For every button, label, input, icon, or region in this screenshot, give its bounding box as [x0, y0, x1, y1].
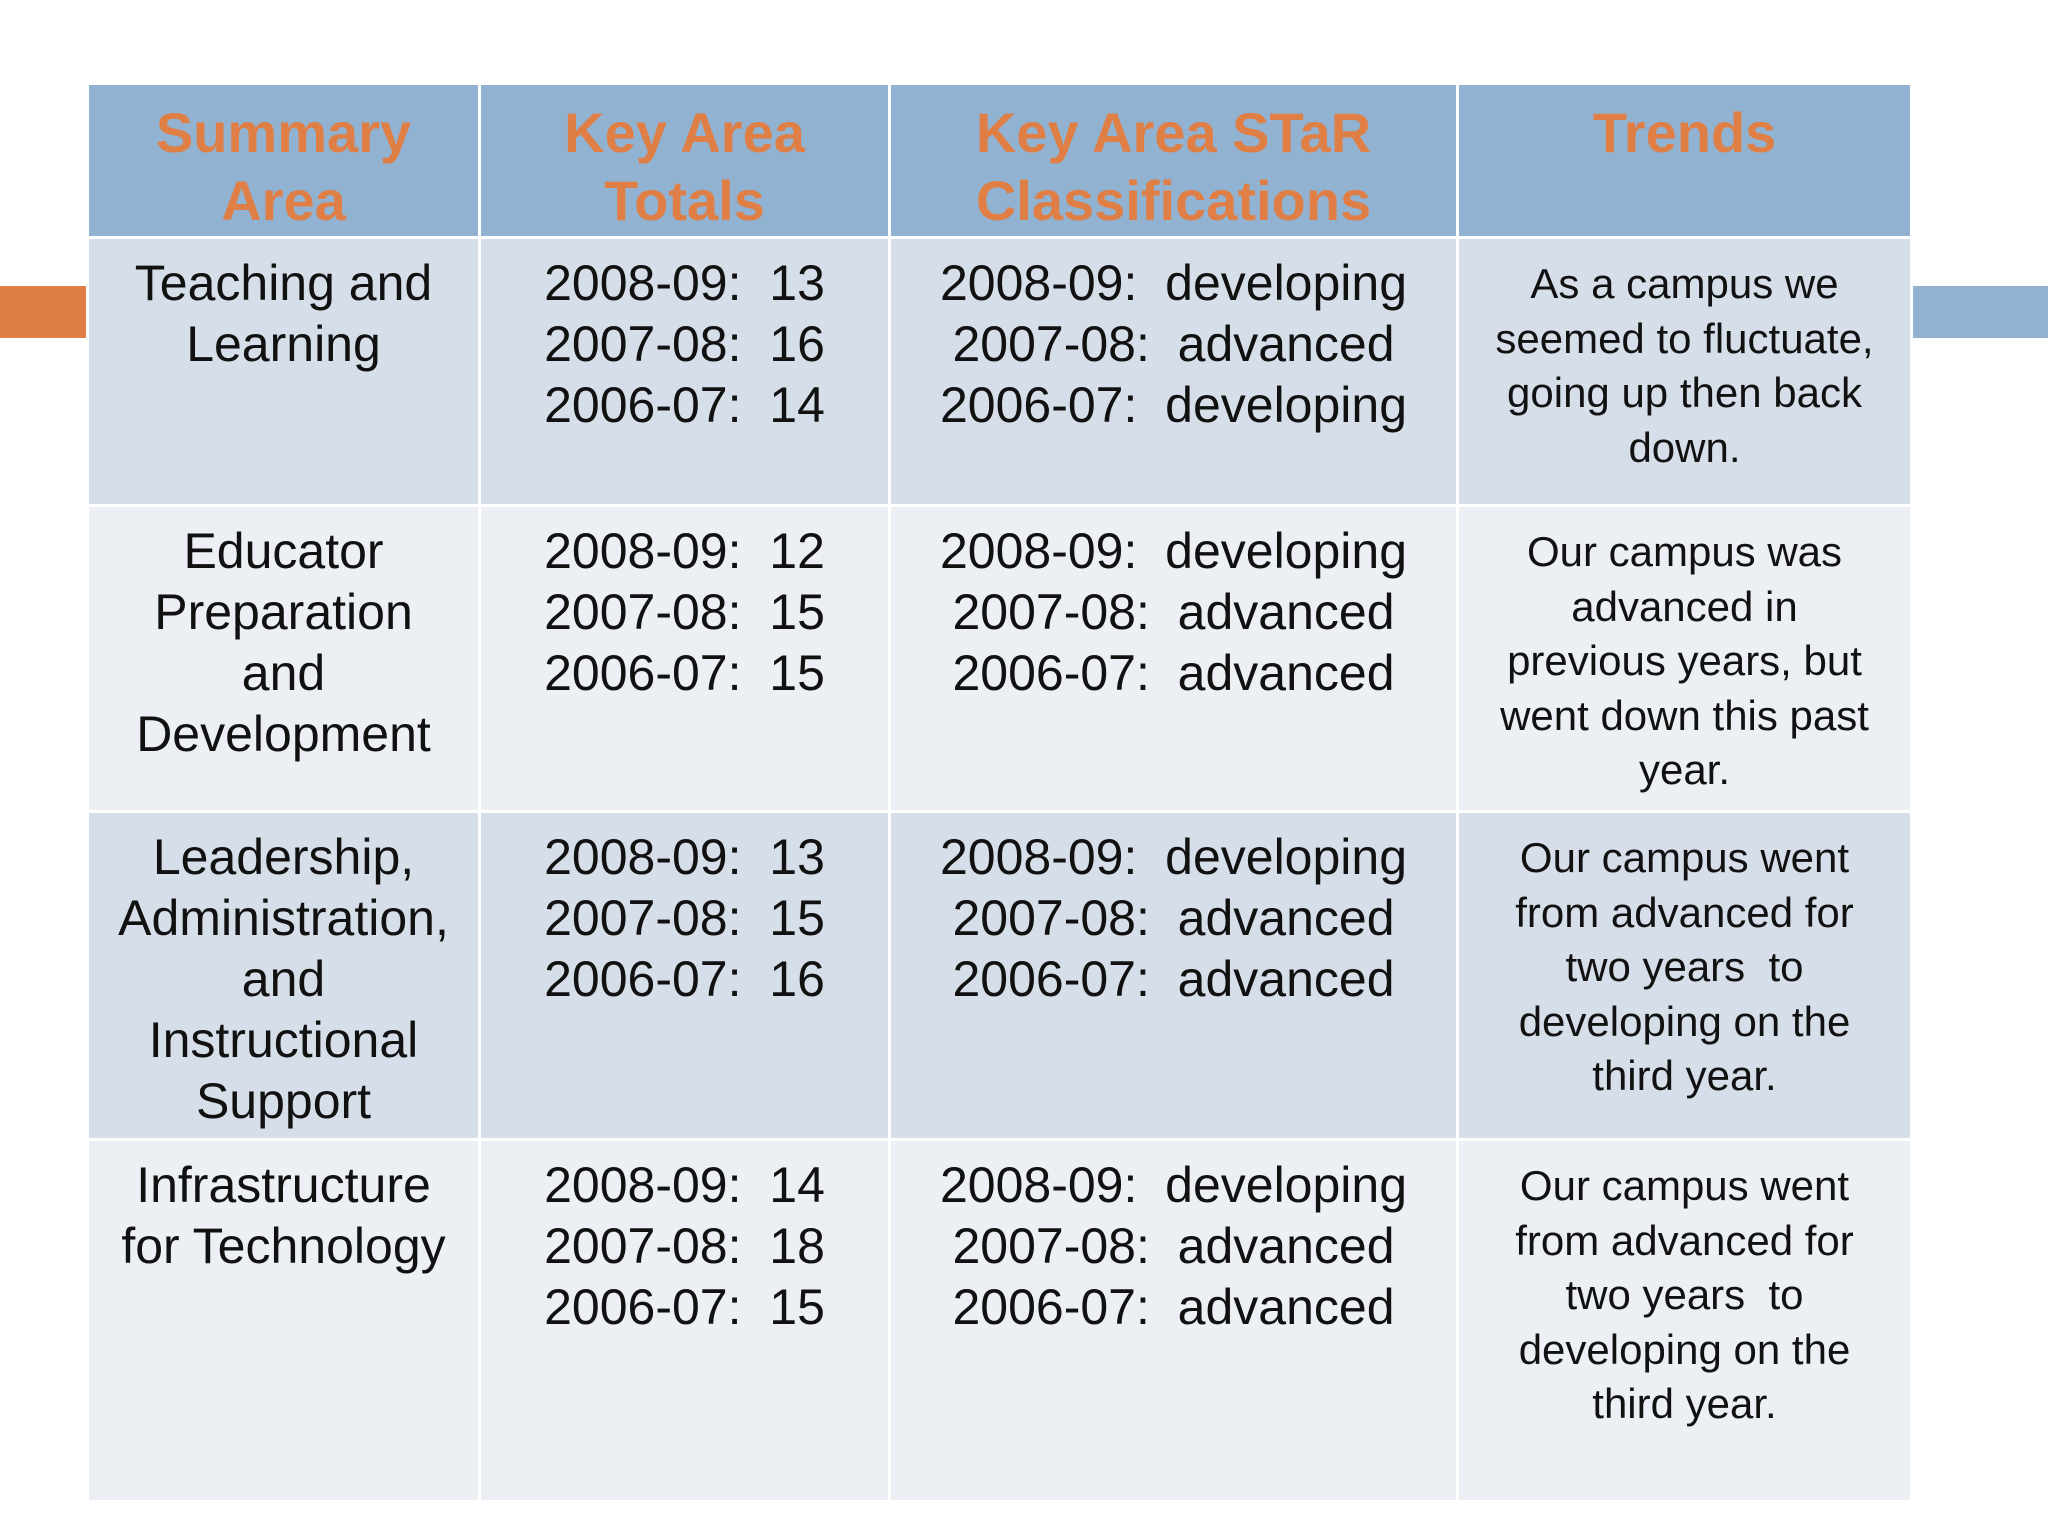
- trend-line: from advanced for: [1515, 888, 1854, 936]
- trend-cell: [1458, 1140, 1912, 1502]
- trend-line: going up then back: [1507, 369, 1862, 416]
- classification-line: 2007-08: advanced: [952, 890, 1395, 946]
- total-line: 2007-08: 18: [544, 1218, 825, 1274]
- classification-line: 2007-08: advanced: [952, 584, 1395, 640]
- total-line: 2008-09: 14: [544, 1157, 825, 1213]
- table-row: [88, 812, 1912, 1140]
- trend-line: went down this past: [1500, 691, 1869, 739]
- trend-line: Our campus went: [1519, 1162, 1850, 1209]
- summary-area-cell: [88, 812, 480, 1140]
- area-line: Infrastructure: [136, 1157, 431, 1213]
- area-line: Development: [136, 706, 431, 762]
- key-area-totals-cell: [480, 1140, 890, 1502]
- area-line: for Technology: [121, 1218, 446, 1274]
- trend-line: advanced in: [1571, 582, 1798, 630]
- trend-line: two years to: [1565, 1271, 1804, 1318]
- trend-line: As a campus we: [1530, 260, 1839, 307]
- classification-line: 2008-09: developing: [939, 1157, 1408, 1213]
- key-area-totals-cell: [480, 238, 890, 506]
- area-line: Leadership,: [152, 829, 415, 885]
- summary-area-cell: [88, 1140, 480, 1502]
- table-row: [88, 506, 1912, 812]
- trend-line: third year.: [1592, 1380, 1777, 1427]
- header-row: [88, 84, 1912, 238]
- total-line: 2006-07: 15: [544, 1279, 825, 1335]
- trend-cell: [1458, 238, 1912, 506]
- key-area-totals-cell: [480, 812, 890, 1140]
- table-header: [88, 84, 1912, 238]
- table-row: [88, 1140, 1912, 1502]
- total-line: 2008-09: 13: [544, 829, 825, 885]
- header-line: Totals: [604, 169, 765, 232]
- classification-cell: [890, 506, 1458, 812]
- trend-line: Our campus went: [1519, 834, 1850, 881]
- trend-line: seemed to fluctuate,: [1495, 314, 1874, 362]
- header-line: Summary: [155, 101, 412, 164]
- area-line: Administration,: [118, 890, 449, 946]
- trend-line: from advanced for: [1515, 1216, 1854, 1264]
- total-line: 2007-08: 16: [544, 316, 825, 372]
- area-line: Instructional: [148, 1012, 419, 1068]
- trend-cell: [1458, 506, 1912, 812]
- trend-line: year.: [1638, 746, 1731, 793]
- header-line: Key Area: [564, 101, 805, 164]
- trend-line: down.: [1628, 423, 1741, 471]
- classification-line: 2006-07: advanced: [952, 1279, 1395, 1335]
- total-line: 2008-09: 13: [544, 255, 825, 311]
- area-line: and: [241, 645, 326, 701]
- classification-line: 2007-08: advanced: [952, 316, 1395, 372]
- trend-line: Our campus was: [1526, 528, 1843, 575]
- classification-cell: [890, 812, 1458, 1140]
- area-line: and: [241, 951, 326, 1007]
- classification-line: 2006-07: advanced: [952, 645, 1395, 701]
- classification-line: 2007-08: advanced: [952, 1218, 1395, 1274]
- trend-line: previous years, but: [1507, 637, 1862, 684]
- header-star-classifications: [890, 84, 1458, 238]
- total-line: 2006-07: 14: [544, 377, 825, 433]
- header-line: Key Area STaR: [975, 101, 1372, 164]
- total-line: 2007-08: 15: [544, 890, 825, 946]
- header-line: Classifications: [975, 169, 1372, 232]
- trend-line: third year.: [1592, 1052, 1777, 1099]
- classification-line: 2008-09: developing: [939, 829, 1408, 885]
- header-line: Trends: [1592, 101, 1777, 164]
- total-line: 2007-08: 15: [544, 584, 825, 640]
- header-trends: [1458, 84, 1912, 238]
- star-summary-table: [86, 82, 1913, 1503]
- trend-cell: [1458, 812, 1912, 1140]
- classification-cell: [890, 1140, 1458, 1502]
- trend-line: developing on the: [1518, 1325, 1851, 1373]
- area-line: Learning: [186, 316, 381, 372]
- summary-area-cell: [88, 506, 480, 812]
- classification-line: 2006-07: advanced: [952, 951, 1395, 1007]
- area-line: Support: [195, 1073, 372, 1129]
- total-line: 2008-09: 12: [544, 523, 825, 579]
- area-line: Educator: [183, 523, 384, 579]
- key-area-totals-cell: [480, 506, 890, 812]
- trend-line: two years to: [1565, 943, 1804, 990]
- total-line: 2006-07: 15: [544, 645, 825, 701]
- area-line: Preparation: [154, 584, 413, 640]
- trend-line: developing on the: [1518, 997, 1851, 1045]
- header-key-area-totals: [480, 84, 890, 238]
- summary-area-cell: [88, 238, 480, 506]
- header-summary-area: [88, 84, 480, 238]
- area-line: Teaching and: [134, 255, 433, 311]
- accent-bar-blue: [1910, 286, 2048, 338]
- classification-line: 2008-09: developing: [939, 523, 1408, 579]
- classification-cell: [890, 238, 1458, 506]
- classification-line: 2008-09: developing: [939, 255, 1408, 311]
- total-line: 2006-07: 16: [544, 951, 825, 1007]
- accent-bar-orange: [0, 286, 86, 338]
- table-body: [88, 238, 1912, 1502]
- table-row: [88, 238, 1912, 506]
- header-line: Area: [221, 169, 346, 232]
- classification-line: 2006-07: developing: [939, 377, 1408, 433]
